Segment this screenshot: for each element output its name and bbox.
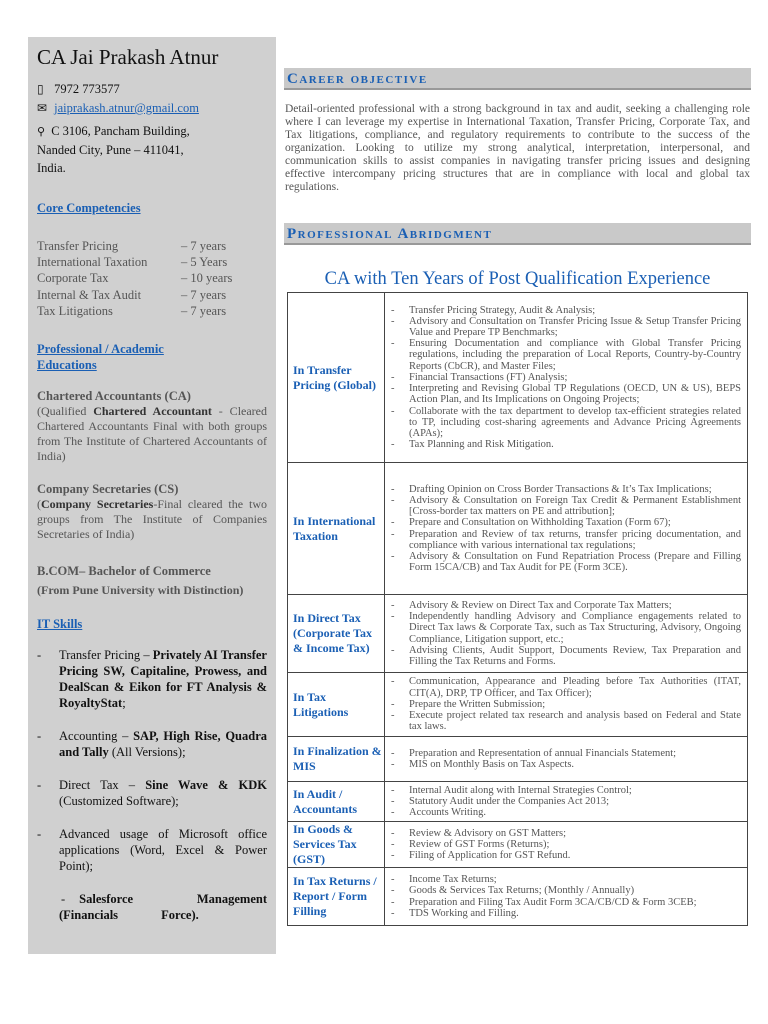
education-ca [37,389,267,464]
cs-title: Company Secretaries (CS) [37,482,179,496]
core-competencies-heading[interactable]: Core Competencies [37,201,141,215]
it-skill-bold: Salesforce Management (Financials Force). [59,892,267,922]
row-items [385,673,748,737]
competency-skill: Transfer Pricing [37,239,119,253]
list-item: - Advisory & Consultation on Fund Repatriation Process (Prepare and Filling Form 15CA/CB) and Tax Audit for PE (Form 3CE). [385,551,747,573]
competency-row [37,239,267,255]
competency-years: – 7 years [181,239,227,253]
cs-text-bold: Company Secretaries [41,497,154,511]
list-item: - Advanced usage of Microsoft office applications (Word, Excel & Power Point); [37,827,267,873]
competency-list [37,239,267,320]
competency-years: – 5 Years [181,255,228,270]
list-item: - Review & Advisory on GST Matters; [385,828,747,839]
phone-line [37,82,120,97]
list-item: - Prepare and Consultation on Withholding Taxation (Form 67); [385,517,747,528]
row-label: In International Taxation [288,463,385,595]
list-item: - Accounting – SAP, High Rise, Quadra and Tally (All Versions); [37,729,267,759]
competency-years: – 7 years [181,287,227,302]
row-label: In Finalization & MIS [288,737,385,782]
list-item: - Drafting Opinion on Cross Border Transactions & It’s Tax Implications; [385,484,747,495]
list-item: - Communication, Appearance and Pleading before Tax Authorities (ITAT, CIT(A), DRP, TP Officer, and Tax Officer); [385,676,747,698]
address-line-3: India. [37,161,66,175]
list-item: - TDS Working and Filling. [385,908,747,919]
row-items [385,595,748,673]
sidebar [28,37,276,954]
list-item: - Preparation and Representation of annual Financials Statement; [385,748,747,759]
career-objective-text: Detail-oriented professional with a strong background in tax and audit, seeking a challenging role where I can leverage my expertise in International Taxation, Transfer Pricing, Corporate Tax, and Tax litigations, compliance, and regulatory requirements to contribute to the success of the organization. Looking to utilize my strong analytical, interpretation, interpersonal, and communication skills to assist companies in navigating transfer pricing issues and designing effective intercompany pricing structures that are in compliance with local and global tax regulations. [285,103,750,193]
list-item: - Review of GST Forms (Returns); [385,839,747,850]
list-item: - Advisory & Review on Direct Tax and Corporate Tax Matters; [385,600,747,611]
row-label: In Direct Tax (Corporate Tax & Income Tax) [288,595,385,673]
envelope-icon: ✉ [37,101,48,115]
table-row [288,822,748,868]
it-skill-pre: Accounting – [59,729,134,743]
table-row [288,737,748,782]
list-item: - Goods & Services Tax Returns; (Monthly / Annually) [385,885,747,896]
list-item: - Advisory & Consultation on Foreign Tax Credit & Permanent Establishment [Cross-border tax matters on PE and attribution]; [385,495,747,517]
it-skill-dash: - [61,892,66,906]
list-item: - Internal Audit along with Internal Strategies Control; [385,785,747,796]
it-skill-post: ; [122,696,126,710]
experience-title: CA with Ten Years of Post Qualification Experience [324,269,711,289]
ca-description [37,404,267,464]
address-line-2: Nanded City, Pune – 411041, [37,143,184,157]
it-skill-post: (Customized Software); [59,794,179,808]
row-items [385,822,748,868]
competency-skill: Corporate Tax [37,271,109,286]
list-item: - Prepare the Written Submission; [385,699,747,710]
list-item: - Filing of Application for GST Refund. [385,850,747,861]
it-skills-list [37,647,267,923]
competency-years: – 10 years [181,271,233,286]
list-item: - Interpreting and Revising Global TP Regulations (OECD, UN & US), BEPS Action Plan, and Its Implications on Ongoing Projects; [385,383,747,405]
list-item: - Financial Transactions (FT) Analysis; [385,372,747,383]
row-label: In Tax Litigations [288,673,385,737]
it-skill-bold: SAP, High Rise, Quadra and Tally [59,729,267,759]
address-line-1: C 3106, Pancham Building, [51,124,190,138]
competency-row [37,271,267,287]
candidate-name: CA Jai Prakash Atnur [37,45,219,69]
education-cs [37,482,267,542]
cs-description [37,497,267,542]
competency-row [37,255,267,271]
row-items [385,293,748,463]
bcom-title: B.COM– Bachelor of Commerce [37,564,211,578]
career-objective-heading: Career objective [284,68,751,90]
list-item [37,891,267,923]
row-label: In Audit / Accountants [288,782,385,822]
list-item: - Ensuring Documentation and compliance with Global Transfer Pricing regulations, including the preparation of Local Reports, Country-by-Country Reports (CbCR), and Master Files; [385,338,747,372]
ca-title: Chartered Accountants (CA) [37,389,191,403]
experience-table [287,292,748,926]
email-line [37,101,199,116]
list-item: - Tax Planning and Risk Mitigation. [385,439,747,450]
row-label: In Tax Returns / Report / Form Filling [288,868,385,926]
competency-skill: Internal & Tax Audit [37,287,142,302]
list-item: - Advising Clients, Audit Support, Documents Review, Tax Preparation and Filling the Tax Returns and Forms. [385,645,747,667]
competency-skill: International Taxation [37,255,148,270]
competency-row [37,304,267,320]
row-items [385,868,748,926]
row-items [385,463,748,595]
it-skill-bold: Privately AI Transfer Pricing SW, Capitaline, Prowess, and DealScan & Eikon for FT Analysis & RoyaltyStat [59,648,267,710]
row-label: In Transfer Pricing (Global) [288,293,385,463]
email-link[interactable]: jaiprakash.atnur@gmail.com [54,101,199,115]
list-item: - Preparation and Review of tax returns, transfer pricing documentation, and compliance with various international tax regulations; [385,529,747,551]
table-row [288,782,748,822]
row-items [385,782,748,822]
education-heading[interactable]: Professional / Academic Educations [37,342,164,372]
ca-text-bold: Chartered Accountant [93,404,212,418]
list-item: - Accounts Writing. [385,807,747,818]
table-row [288,293,748,463]
ca-text-pre: (Qualified [37,404,94,418]
table-row [288,463,748,595]
row-items [385,737,748,782]
list-item: - Statutory Audit under the Companies Act 2013; [385,796,747,807]
competency-years: – 7 years [181,303,227,318]
it-skill-pre: Direct Tax – [59,778,146,792]
cs-text-post: -Final cleared the two groups from The Institute of Companies Secretaries of India) [37,497,267,541]
bcom-sub: (From Pune University with Distinction) [37,583,244,597]
address [37,122,190,177]
cs-text-pre: ( [37,497,41,511]
ca-text-post: - Cleared Chartered Accountants Final with both groups from The Institute of Chartered Accountants of India) [37,404,267,463]
competency-row [37,288,267,304]
phone-number: 7972 773577 [54,82,120,96]
education-bcom [37,564,267,598]
list-item: - Independently handling Advisory and Compliance engagements related to Direct Tax laws & Corporate Tax, such as Tax Structuring, Advisory, Ongoing Compliance, Litigation support, etc.; [385,611,747,645]
it-skill-pre: Transfer Pricing – [59,648,153,662]
list-item: - Income Tax Returns; [385,874,747,885]
it-skill-post: (All Versions); [108,745,186,759]
competency-skill: Tax Litigations [37,303,113,318]
table-row [288,868,748,926]
it-skill-pre: Advanced usage of Microsoft office applications (Word, Excel & Power Point); [59,827,267,873]
list-item: - Transfer Pricing Strategy, Audit & Analysis; [385,305,747,316]
row-label: In Goods & Services Tax (GST) [288,822,385,868]
list-item: - Transfer Pricing – Privately AI Transfer Pricing SW, Capitaline, Prowess, and DealScan & Eikon for FT Analysis & RoyaltyStat; [37,648,267,710]
list-item: - MIS on Monthly Basis on Tax Aspects. [385,759,747,770]
table-row [288,673,748,737]
table-row [288,595,748,673]
list-item: - Preparation and Filing Tax Audit Form 3CA/CB/CD & Form 3CEB; [385,897,747,908]
list-item: - Advisory and Consultation on Transfer Pricing Issue & Setup Transfer Pricing Value and Prepare TP Benchmarks; [385,316,747,338]
professional-abridgment-heading: Professional Abridgment [284,223,751,245]
it-skill-bold: Sine Wave & KDK [145,778,267,792]
list-item: - Direct Tax – Sine Wave & KDK (Customized Software); [37,778,267,808]
location-pin-icon: ⚲ [37,126,46,138]
phone-icon: ▯ [37,82,44,96]
list-item: - Execute project related tax research and analysis based on Federal and State tax laws. [385,710,747,732]
list-item: - Collaborate with the tax department to develop tax-efficient strategies related to TP, including cost-sharing agreements and Advance Pricing Agreements (APAs); [385,406,747,440]
it-skills-heading[interactable]: IT Skills [37,617,83,631]
